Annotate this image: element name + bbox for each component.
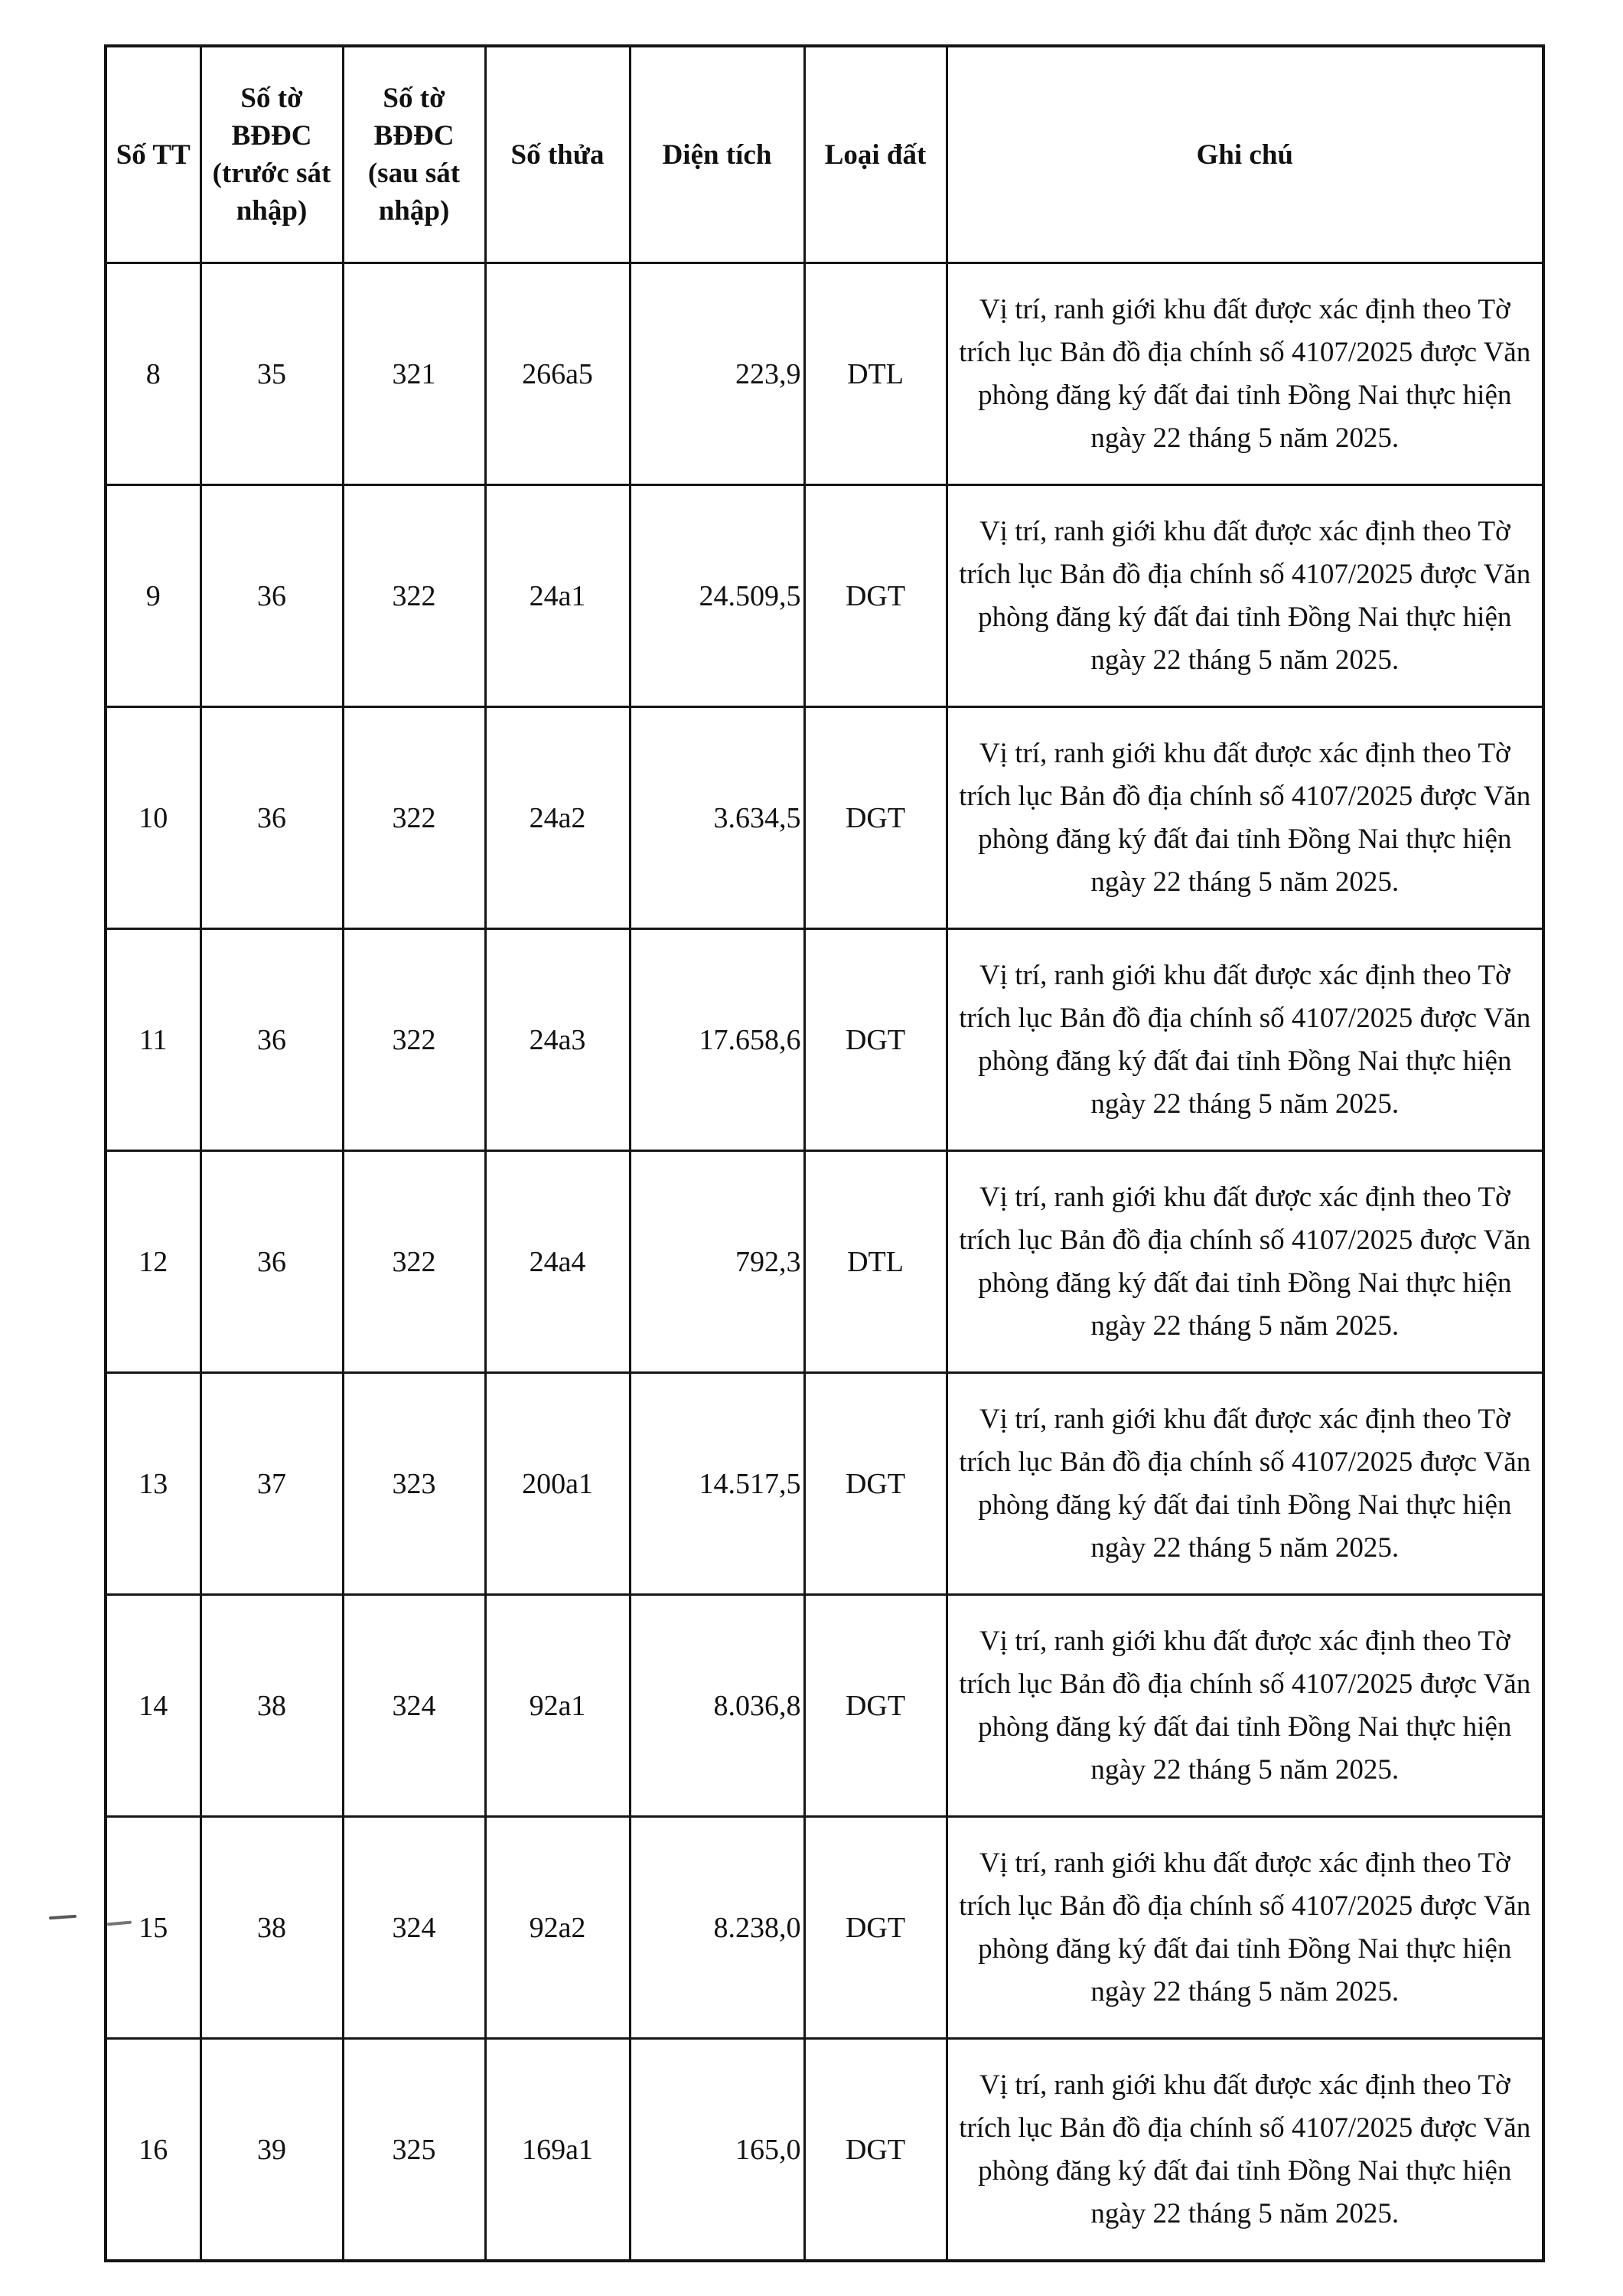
cell-note: Vị trí, ranh giới khu đất được xác định theo Tờ trích lục Bản đồ địa chính số 4107/2025 được Văn phòng đăng ký đất đai tỉnh Đồng Nai thực hiện ngày 22 tháng 5 năm 2025. — [947, 263, 1543, 485]
table-row — [106, 485, 1543, 707]
cell-map-after: 324 — [343, 1595, 485, 1817]
table-body — [106, 263, 1543, 2262]
header-ghi-chu: Ghi chú — [947, 46, 1543, 263]
cell-parcel: 24a3 — [485, 929, 630, 1151]
cell-map-after: 324 — [343, 1817, 485, 2039]
header-so-to-bddc-sau: Số tờ BĐĐC (sau sát nhập) — [343, 46, 485, 263]
cell-note: Vị trí, ranh giới khu đất được xác định theo Tờ trích lục Bản đồ địa chính số 4107/2025 được Văn phòng đăng ký đất đai tỉnh Đồng Nai thực hiện ngày 22 tháng 5 năm 2025. — [947, 2039, 1543, 2262]
cell-map-before: 39 — [200, 2039, 343, 2262]
header-dien-tich: Diện tích — [630, 46, 804, 263]
cell-parcel: 24a4 — [485, 1151, 630, 1373]
cell-land-type: DGT — [804, 707, 947, 929]
table-row — [106, 929, 1543, 1151]
cell-land-type: DTL — [804, 263, 947, 485]
cell-note: Vị trí, ranh giới khu đất được xác định theo Tờ trích lục Bản đồ địa chính số 4107/2025 được Văn phòng đăng ký đất đai tỉnh Đồng Nai thực hiện ngày 22 tháng 5 năm 2025. — [947, 1373, 1543, 1595]
cell-area: 14.517,5 — [630, 1373, 804, 1595]
cell-note: Vị trí, ranh giới khu đất được xác định theo Tờ trích lục Bản đồ địa chính số 4107/2025 được Văn phòng đăng ký đất đai tỉnh Đồng Nai thực hiện ngày 22 tháng 5 năm 2025. — [947, 485, 1543, 707]
cell-parcel: 266a5 — [485, 263, 630, 485]
cell-stt: 16 — [106, 2039, 200, 2262]
cell-stt: 9 — [106, 485, 200, 707]
cell-map-before: 37 — [200, 1373, 343, 1595]
cell-stt: 11 — [106, 929, 200, 1151]
cell-area: 24.509,5 — [630, 485, 804, 707]
cell-parcel: 24a1 — [485, 485, 630, 707]
scan-artifact-dash — [49, 1915, 77, 1920]
cell-area: 17.658,6 — [630, 929, 804, 1151]
cell-map-before: 36 — [200, 1151, 343, 1373]
cell-parcel: 200a1 — [485, 1373, 630, 1595]
table-row — [106, 1373, 1543, 1595]
cell-land-type: DGT — [804, 1817, 947, 2039]
cell-map-after: 322 — [343, 1151, 485, 1373]
cell-map-after: 325 — [343, 2039, 485, 2262]
table-row — [106, 707, 1543, 929]
cell-parcel: 24a2 — [485, 707, 630, 929]
cell-note: Vị trí, ranh giới khu đất được xác định theo Tờ trích lục Bản đồ địa chính số 4107/2025 được Văn phòng đăng ký đất đai tỉnh Đồng Nai thực hiện ngày 22 tháng 5 năm 2025. — [947, 1817, 1543, 2039]
cell-map-before: 36 — [200, 929, 343, 1151]
land-parcel-table — [104, 44, 1545, 2262]
cell-map-after: 323 — [343, 1373, 485, 1595]
header-so-thua: Số thửa — [485, 46, 630, 263]
table-header-row — [106, 46, 1543, 263]
cell-land-type: DGT — [804, 1373, 947, 1595]
table-row — [106, 1817, 1543, 2039]
table-row — [106, 263, 1543, 485]
cell-map-before: 35 — [200, 263, 343, 485]
cell-map-after: 322 — [343, 707, 485, 929]
cell-map-before: 36 — [200, 485, 343, 707]
cell-land-type: DGT — [804, 2039, 947, 2262]
cell-area: 8.036,8 — [630, 1595, 804, 1817]
header-so-tt: Số TT — [106, 46, 200, 263]
cell-map-before: 38 — [200, 1817, 343, 2039]
cell-map-before: 38 — [200, 1595, 343, 1817]
cell-area: 792,3 — [630, 1151, 804, 1373]
cell-land-type: DGT — [804, 1595, 947, 1817]
cell-map-after: 322 — [343, 485, 485, 707]
cell-land-type: DGT — [804, 929, 947, 1151]
cell-note: Vị trí, ranh giới khu đất được xác định theo Tờ trích lục Bản đồ địa chính số 4107/2025 được Văn phòng đăng ký đất đai tỉnh Đồng Nai thực hiện ngày 22 tháng 5 năm 2025. — [947, 929, 1543, 1151]
cell-map-before: 36 — [200, 707, 343, 929]
cell-note: Vị trí, ranh giới khu đất được xác định theo Tờ trích lục Bản đồ địa chính số 4107/2025 được Văn phòng đăng ký đất đai tỉnh Đồng Nai thực hiện ngày 22 tháng 5 năm 2025. — [947, 707, 1543, 929]
cell-area: 8.238,0 — [630, 1817, 804, 2039]
cell-stt: 12 — [106, 1151, 200, 1373]
cell-parcel: 92a1 — [485, 1595, 630, 1817]
cell-stt: 13 — [106, 1373, 200, 1595]
cell-area: 165,0 — [630, 2039, 804, 2262]
header-loai-dat: Loại đất — [804, 46, 947, 263]
cell-land-type: DGT — [804, 485, 947, 707]
cell-note: Vị trí, ranh giới khu đất được xác định theo Tờ trích lục Bản đồ địa chính số 4107/2025 được Văn phòng đăng ký đất đai tỉnh Đồng Nai thực hiện ngày 22 tháng 5 năm 2025. — [947, 1151, 1543, 1373]
cell-land-type: DTL — [804, 1151, 947, 1373]
cell-stt: 15 — [106, 1817, 200, 2039]
table-row — [106, 1151, 1543, 1373]
cell-stt: 14 — [106, 1595, 200, 1817]
cell-stt: 10 — [106, 707, 200, 929]
cell-stt: 8 — [106, 263, 200, 485]
cell-parcel: 92a2 — [485, 1817, 630, 2039]
table-row — [106, 2039, 1543, 2262]
cell-map-after: 321 — [343, 263, 485, 485]
cell-map-after: 322 — [343, 929, 485, 1151]
cell-area: 223,9 — [630, 263, 804, 485]
cell-note: Vị trí, ranh giới khu đất được xác định theo Tờ trích lục Bản đồ địa chính số 4107/2025 được Văn phòng đăng ký đất đai tỉnh Đồng Nai thực hiện ngày 22 tháng 5 năm 2025. — [947, 1595, 1543, 1817]
table-row — [106, 1595, 1543, 1817]
cell-parcel: 169a1 — [485, 2039, 630, 2262]
header-so-to-bddc-truoc: Số tờ BĐĐC (trước sát nhập) — [200, 46, 343, 263]
cell-area: 3.634,5 — [630, 707, 804, 929]
